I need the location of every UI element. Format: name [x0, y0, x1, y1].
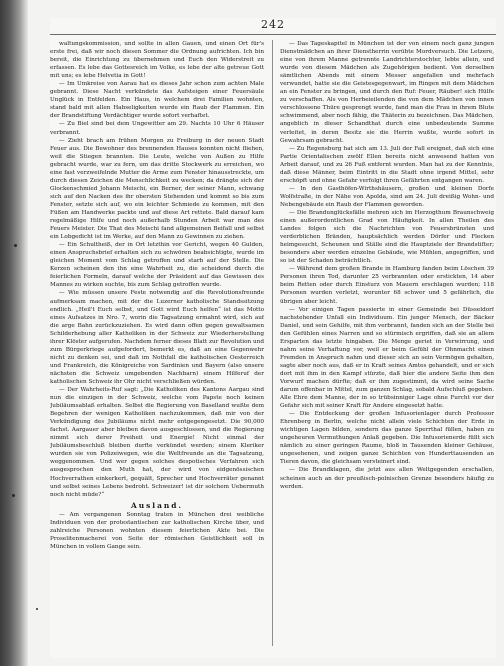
document-page: [50, 18, 496, 658]
article-paragraph: — Der Wahrheits-Ruf sagt: „Die Katholiken des Kantons Aargau sind nun die einzigen in der Schweiz, welche vom Papste noch keinen Jubiläumsablaß erhalten. Selbst die Regierung von Baselland wußte dem Begehren der wenigen Katholiken nachzukommen, daß mir von der Verkündigung des Jubiläums nicht mehr entgegengesetzt. Die 90,000 fachst. Aargauer aber bleiben davon ausgeschlossen, und die Regierung nimmt sich derer Freiheit und Energie! Nicht einmal der Jubiläumsbeschluß bleiben durfte verkündet werden; einem Kleriker wurden sie von Polizeiwegen, wie die Weltfreunde an die Tagsatzung, weggenommen. Und wer gegen solches despotisches Verfahren sich ausgesprochen den Muth hat, der wird von eidgenössischen Hochverrathen einkerkert, gequält, Sprecher und Hochverräter genannt und selbst seines Lebens bedroht. Schweizer! ist dir solchem Uebermuth noch nicht müde?“: [50, 387, 264, 498]
book-binding-shadow: [0, 0, 28, 666]
ink-speck: [12, 494, 15, 497]
article-paragraph: — Am vergangenen Sonntag traten in München drei weibliche Individuen von der protestantischen zur katholischen Kirche über, und zahlreiche Personen wohnten diesem feierlichen Akte bei. Die Proselitenmacherei von Seite der römischen Geistlichkeit soll in München in vollem Gange sein.: [50, 511, 264, 550]
article-paragraph: — Wie müssen unsere Feste notwendig auf die Revolutionsfreunde aufmerksam machen, mit der die Luzerner katholische Standssitzung endlich. „Heil't Euch selbst, und Gott wird Euch helfen“ ist das Motto eines Aufsatzes in Nro. 7, worin die Tagsatzung ermahnt wird, sich auf die arge Bahn zurückzuziehen. Es wird dann offen gegen gewaltsamen Schilderhebung aller Katholiken in der Schweiz zur Wiederherstellung ihrer Klöster aufgerufen. Nachdem ferner dieses Blatt zur Revolution und zum Bürgerkriege aufgefordert, bemerkt es, daß an eine Gegenwehr nicht zu denken sei, und daß im Nothfall die katholischen Oesterreich und Frankreich, die Königreiche von Sardinien und Bayern (also unsere nächsten die Schweiz umgebenden Nachbarn) einem Hilferuf der katholischen Schweiz ihr Ohr nicht verschließen würden.: [50, 290, 264, 385]
article-paragraph: — Im Umkreise von Aarau hat es dieses Jahr schon zum achten Male gebrannt. Diese Nacht verkündete das Aufsteigen einer Feuersäule Unglück in Entfelden. Ein Haus, in welchem drei Familien wohnten, stand bald mit allen Habseligkeiten wurde ein Raub der Flammen. Ein der Brandstiftung Verdächtiger wurde sofort verhaftet.: [50, 81, 264, 120]
section-heading: Ausland.: [131, 500, 183, 510]
article-paragraph: — Die Entdeckung der großen Infusorienlager durch Professor Ehrenberg in Berlin, welche nicht allein viele Schichten der Erde in wichtigen Lagen bilden, sondern das ganze Sperrthal füllen, haben zu ungeheuren Vermuthungen Anlaß gegeben. Die Infusorienerde füllt sich nämlich zu einer geringen Raume, bloß in Tausenden kleiner Gehäuse, ungesehenen, und zeigen ganze Schichten von Hunderttausenden an Tieren davon, die gleichsam versteinert sind.: [280, 411, 494, 466]
article-paragraph: — Während dem großen Brande in Hamburg fanden beim Löschen 39 Personen ihren Tod, darunter 25 verbrannten oder erstickten, 14 aber beim Retten oder durch Einsturz von Mauern erschlagen wurden; 118 Personen wurden verletzt, worunter 68 schwer und 5 gefährlich, die übrigen aber leicht.: [280, 266, 494, 305]
article-paragraph: — Zieht brach am frühen Morgen zu Freiburg in der neuen Stadt Feuer aus. Die Bewohner des brennenden Hauses konnten nicht fliehen, weil die Stiegen brannten. Die Leute, welche von Außen zu Hilfe gebracht wurde, war zu fern, um das dritte Stockwerk zu erreichen, wo eine fast verzweifelnde Mutter die Arme zum Fenster hinausstreckte, um durch diesen Zeichen die Menschlichkeit zu wecken; da drängte sich der Glockenschmied Johann Meischi, ein Berner, der seiner Mann, schwang sich auf den Nacken des ihr obersten Stehenden und kommt so bis zum Fenster, setzte sich auf, wo ein leichter Schmiede zu kommen, mit den Füßen am Handwerke packte und auf diese Art rettete. Bald darauf kam regelmäßige Hilfe und noch außerhalb Stunden Arbeit war man des Feuers Meister. Die That des Meischi fand allgemeinen Beifall und selbst ein Lobgedicht ist im Werke, auf den Mann zu Gewinnen zu ziehen.: [50, 137, 264, 241]
article-paragraph: — Zu Regensburg hat sich am 13. Juli der Fall ereignet, daß sich eine Partie Orientalischen zwölf Ellen bereits nicht anwesend hatten von Arbeit darauf, und zu 26 Fuß entfernt wurden. Man hat zu der Kenntnis, daß diese Männer, beim Eintritt in die Stadt ohne irgend Mittel, sehr erschöpft und ohne Gefahr verfolgt ihren Gefährten entgangen waren.: [280, 145, 494, 184]
article-paragraph: — Die Brandklagen, die jetzt aus allen Weltgegenden erschallen, scheinen auch an der preußisch-polnischen Grenze besonders häufig zu werden.: [280, 467, 494, 490]
left-column: [50, 40, 264, 648]
ink-speck: [14, 244, 17, 247]
right-column: [280, 40, 494, 648]
article-paragraph: — Die Brandunglücksfälle mehren sich im Herzogthum Braunschweig einen außerordentlichen Grad von Häufigkeit. In allen Theilen des Landes folgen sich die Nachrichten von Feuersbrünsten und verderblichen Bränden, hauptsächlich werden Dörfer und Flecken heimgesucht, Scheunen und Ställe sind die Hauptziele der Brandstifter; besonders aber werden einzelne Gebäude, wie Mühlen, angegriffen, und so ist der Schaden beträchtlich.: [280, 209, 494, 265]
page-number: 242: [261, 18, 285, 31]
article-paragraph: — Zu Biel sind bei dem Ungewitter am 29. Nachts 10 Uhr 6 Häuser verbrannt.: [50, 121, 264, 136]
article-paragraph: — Das Tageskapitel in München ist der von einem noch ganz jungen Dienstmädchen an ihrer Dienstherrin verübte Mordversuch. Die Letzere, eine von ihrem Manne getrennte Landrichterstochter, lebte allein, und wurde von diesem Mädchen als Zugehörigen bedient. Von derselben sämtlichen Abends mit einem Messer angefallen und mehrfach verwundet, hatte sie die Geistesgegenwart, im Ringen mit dem Mädchen an ein Fenster zu bringen, und durch den Ruf: Feuer, Räuber! sich Hülfe zu verschaffen. Als von Herbeieilenden die von dem Mädchen von innen verschlossene Thüre gesprengt wurde, fand man die Frau in ihrem Blute schwimmend, aber noch fähig, die Thäterin zu bezeichnen. Das Mädchen, angeblich in dieser Schandthat durch eine unbedeutende Summe verleitet, in deren Besitz sie die Herrin wußte, wurde sofort in Gewahrsam gebracht.: [280, 41, 494, 144]
article-paragraph: waltungskommission, und sollte in allen Gauen, und einen Ort für's erste frei, daß wir noch diesen Sommer die Ordnung aufrichten. Ich bin bereit, die Einrichtung zu übernehmen und Euch den Widerstreit zu erfassen. Es lebe das Gottesreich im Volke, es lebe der alte getreue Gott mit uns; es lebe Helvetia in Gott!: [50, 41, 264, 80]
article-paragraph: — Ein Schultheiß, der in Ort letzthin vor Gericht, wegen 40 Gulden, einen Anspruchsbrief erhalten sich zu schwören beabsichtigte, wurde im gleichen Moment vom Schlag getroffen und starb auf der Stelle. Die Kerzen scheinen den ihn eine Wahrheit zu, die scheidend durch die feierlichen Formeln, darauf welche der Präsident auf das Gewissen des Mannes zu wirken suchte, bis zum Schlag getroffen wurde.: [50, 242, 264, 289]
article-paragraph: — In den Gasthöfen-Wirthshäusern, großen und kleinen Dorfe Wolfstraße, in der Nähe von Apolda, sind am 24. Juli dreißig Wohn- und Nebengebäude ein Raub der Flammen geworden.: [280, 185, 494, 208]
header-rule: [50, 34, 496, 35]
ink-speck: [36, 608, 38, 610]
article-paragraph: — Vor einigen Tagen passierte in einer Gemeinde bei Düsseldorf nachstehender Unfall ein Individuum. Ein junger Mensch, der Bäcker Daniel, und sein Gehilfe, mit ihm verbrannt, fanden sich an der Stelle bei den Gefühlen eines Narren und so stürmisch ergriffen, daß sie an allem Ersparten das letzte hingaben. Die Menge geriet in Verwirrung, und nahm seine Verhaftung vor, weil er beim Gefühl der Ohnmacht einen Fremden in Anspruch nahm und dieser sich an sein Vermögen gehalten, sagte aber noch aus, daß er in Kraft seines Amtes gehandelt, und er sich dort mit ihm in den Kampf stürzte, daß hier die andere Seite ihm den Vorwurf machen dürfte; daß er ihm zugestimmt, da wird seine Sache darum offenbar in Mittel, zum ganzen Schlag, sobald Aufschluß gegeben. Alle Ehre dem Manne, der in so trübsinniger Lage ohne Furcht vor der Gefahr sich mit seiner Kraft für Andere eingesetzt hatte.: [280, 306, 494, 410]
column-divider: [272, 40, 273, 646]
